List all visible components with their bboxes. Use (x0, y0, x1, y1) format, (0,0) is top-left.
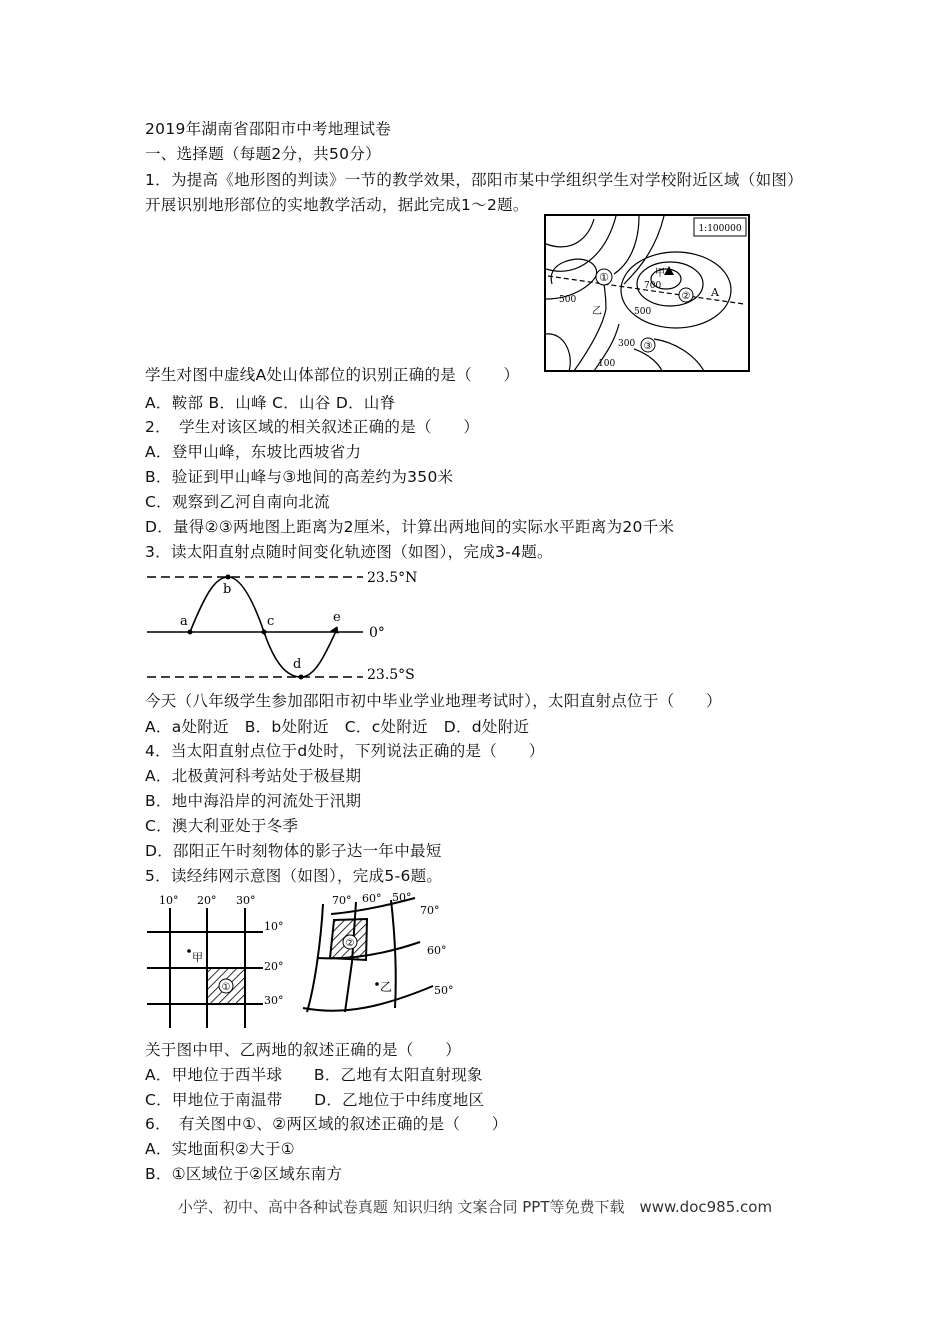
contour-map (544, 214, 750, 372)
contour-label-1: ① (599, 271, 609, 284)
contour-elev-300: 300 (618, 339, 636, 349)
label-23-5N: 23.5°N (367, 570, 418, 586)
contour-label-2: ② (681, 291, 691, 302)
point-yi: 乙 (380, 980, 393, 994)
contour-label-A: A (711, 286, 719, 299)
contour-elev-100: 100 (598, 359, 616, 369)
q2-stem: 2． 学生对该区域的相关叙述正确的是（ ） (145, 418, 480, 436)
contour-elev-500-right: 500 (634, 307, 652, 317)
region-1-label: ① (221, 982, 231, 993)
point-b: b (223, 582, 232, 597)
q2-option-c: C．观察到乙河自南向北流 (145, 493, 330, 511)
q5-stem: 关于图中甲、乙两地的叙述正确的是（ ） (145, 1041, 462, 1059)
q3-intro: 3．读太阳直射点随时间变化轨迹图（如图），完成3-4题。 (145, 543, 553, 561)
lat-10: 10° (264, 920, 284, 933)
q3-options: A．a处附近 B．b处附近 C．c处附近 D．d处附近 (145, 718, 530, 736)
point-d: d (293, 657, 302, 672)
q5-options-ab: A．甲地位于西半球 B．乙地有太阳直射现象 (145, 1066, 483, 1084)
q1-stem: 学生对图中虚线A处山体部位的识别正确的是（ ） (145, 366, 520, 384)
contour-label-3: ③ (643, 341, 653, 352)
q4-stem: 4．当太阳直射点位于d处时，下列说法正确的是（ ） (145, 742, 545, 760)
polar-lat-50: 50° (434, 984, 454, 997)
polar-lon-60: 60° (362, 892, 382, 905)
contour-label-jia: 甲 (655, 268, 665, 279)
polar-lat-60: 60° (427, 944, 447, 957)
q6-option-b: B．①区域位于②区域东南方 (145, 1165, 343, 1183)
lat-30: 30° (264, 994, 284, 1007)
q4-option-c: C．澳大利亚处于冬季 (145, 817, 299, 835)
polar-lon-50: 50° (392, 891, 412, 904)
lon-30: 30° (236, 894, 256, 907)
lon-20: 20° (197, 894, 217, 907)
q2-option-d: D．量得②③两地图上距离为2厘米，计算出两地间的实际水平距离为20千米 (145, 518, 675, 536)
q1-options: A．鞍部 B．山峰 C．山谷 D．山脊 (145, 394, 396, 412)
region-2-label: ② (345, 938, 355, 949)
label-equator: 0° (369, 625, 385, 641)
label-23-5S: 23.5°S (367, 667, 415, 683)
contour-elev-500-left: 500 (559, 295, 577, 305)
q5-options-cd: C．甲地位于南温带 D．乙地位于中纬度地区 (145, 1091, 485, 1109)
grid-map (145, 890, 475, 1035)
q2-option-b: B．验证到甲山峰与③地间的高差约为350米 (145, 468, 454, 486)
exam-title: 2019年湖南省邵阳市中考地理试卷 (145, 120, 392, 138)
point-jia: 甲 (192, 951, 203, 964)
q3-stem: 今天（八年级学生参加邵阳市初中毕业学业地理考试时），太阳直射点位于（ ） (145, 692, 722, 710)
contour-label-yi: 乙 (592, 306, 602, 317)
contour-elev-700: 700 (644, 281, 662, 291)
q4-option-b: B．地中海沿岸的河流处于汛期 (145, 792, 362, 810)
page-footer: 小学、初中、高中各种试卷真题 知识归纳 文案合同 PPT等免费下载 www.doc985.com (177, 1198, 773, 1216)
section-heading: 一、选择题（每题2分，共50分） (145, 145, 381, 163)
point-a: a (180, 614, 188, 629)
q4-option-a: A．北极黄河科考站处于极昼期 (145, 767, 362, 785)
lat-20: 20° (264, 960, 284, 973)
q6-stem: 6． 有关图中①、②两区域的叙述正确的是（ ） (145, 1115, 508, 1133)
map-scale: 1:100000 (698, 224, 742, 234)
lon-10: 10° (159, 894, 179, 907)
q5-intro: 5．读经纬网示意图（如图），完成5-6题。 (145, 867, 443, 885)
point-c: c (267, 614, 275, 629)
polar-lon-70: 70° (332, 894, 352, 907)
q4-option-d: D．邵阳正午时刻物体的影子达一年中最短 (145, 842, 442, 860)
polar-lat-70: 70° (420, 904, 440, 917)
point-e: e (333, 610, 341, 625)
q1-intro: 1．为提高《地形图的判读》一节的教学效果，邵阳市某中学组织学生对学校附近区域（如图）开展识别地形部位的实地教学活动，据此完成1～2题。 (145, 171, 803, 214)
q6-option-a: A．实地面积②大于① (145, 1140, 295, 1158)
q2-option-a: A．登甲山峰，东坡比西坡省力 (145, 443, 362, 461)
sun-path-diagram (145, 565, 418, 683)
